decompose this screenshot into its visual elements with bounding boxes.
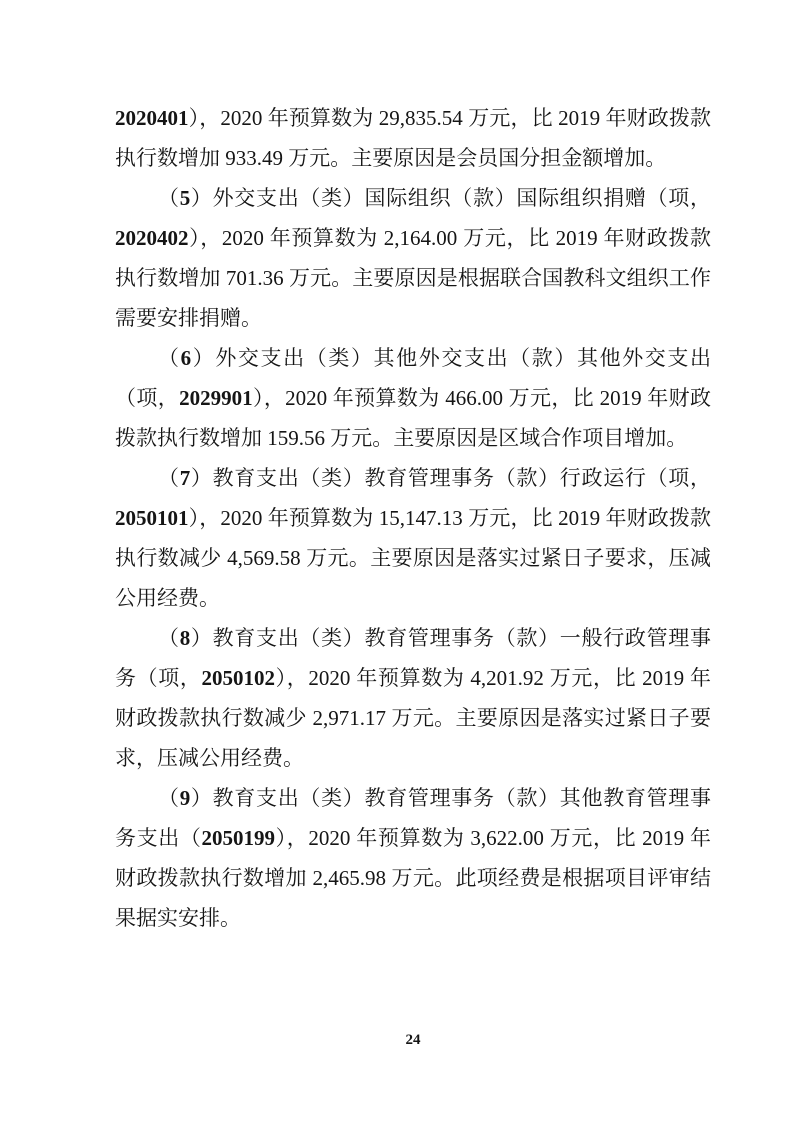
bold-text-run: 2050101 xyxy=(115,506,189,530)
text-run: ）教育支出（类）教育管理事务（款）其他教育管理事务支出（ xyxy=(115,786,712,850)
text-run: ）教育支出（类）教育管理事务（款）一般行政管理事务（项， xyxy=(115,626,712,690)
body-paragraph xyxy=(115,178,711,338)
body-paragraph xyxy=(115,458,711,618)
text-run: ），2020 年预算数为 15,147.13 万元，比 2019 年财政拨款执行数减少 4,569.58 万元。主要原因是落实过紧日子要求，压减公用经费。 xyxy=(115,506,711,610)
text-run: ）外交支出（类）国际组织（款）国际组织捐赠（项， xyxy=(190,186,712,210)
body-paragraph xyxy=(115,778,711,938)
bold-text-run: 2050102 xyxy=(201,666,276,690)
bold-text-run: 2020401 xyxy=(115,106,189,130)
bold-text-run: 9 xyxy=(179,786,191,810)
document-body xyxy=(115,98,711,938)
text-run: （ xyxy=(158,626,180,650)
bold-text-run: 7 xyxy=(179,466,191,490)
body-paragraph xyxy=(115,618,711,778)
bold-text-run: 2050199 xyxy=(201,826,276,850)
text-run: （ xyxy=(158,786,180,810)
text-run: （ xyxy=(158,186,180,210)
bold-text-run: 8 xyxy=(179,626,191,650)
body-paragraph xyxy=(115,98,711,178)
text-run: ），2020 年预算数为 3,622.00 万元，比 2019 年财政拨款执行数增加 2,465.98 万元。此项经费是根据项目评审结果据实安排。 xyxy=(115,826,712,930)
text-run: ），2020 年预算数为 29,835.54 万元，比 2019 年财政拨款执行数增加 933.49 万元。主要原因是会员国分担金额增加。 xyxy=(115,106,711,170)
text-run: ），2020 年预算数为 2,164.00 万元，比 2019 年财政拨款执行数增加 701.36 万元。主要原因是根据联合国教科文组织工作需要安排捐赠。 xyxy=(115,226,711,330)
text-run: ）外交支出（类）其他外交支出（款）其他外交支出（项， xyxy=(115,346,712,410)
text-run: ）教育支出（类）教育管理事务（款）行政运行（项， xyxy=(190,466,712,490)
bold-text-run: 6 xyxy=(180,346,192,370)
text-run: （ xyxy=(158,346,181,370)
text-run: ），2020 年预算数为 466.00 万元，比 2019 年财政拨款执行数增加 159.56 万元。主要原因是区域合作项目增加。 xyxy=(115,386,712,450)
text-run: （ xyxy=(158,466,180,490)
page-number: 24 xyxy=(405,1032,421,1048)
bold-text-run: 2020402 xyxy=(115,226,189,250)
body-paragraph xyxy=(115,338,711,458)
text-run: ），2020 年预算数为 4,201.92 万元，比 2019 年财政拨款执行数减少 2,971.17 万元。主要原因是落实过紧日子要求，压减公用经费。 xyxy=(115,666,712,770)
bold-text-run: 5 xyxy=(179,186,191,210)
bold-text-run: 2029901 xyxy=(179,386,253,410)
